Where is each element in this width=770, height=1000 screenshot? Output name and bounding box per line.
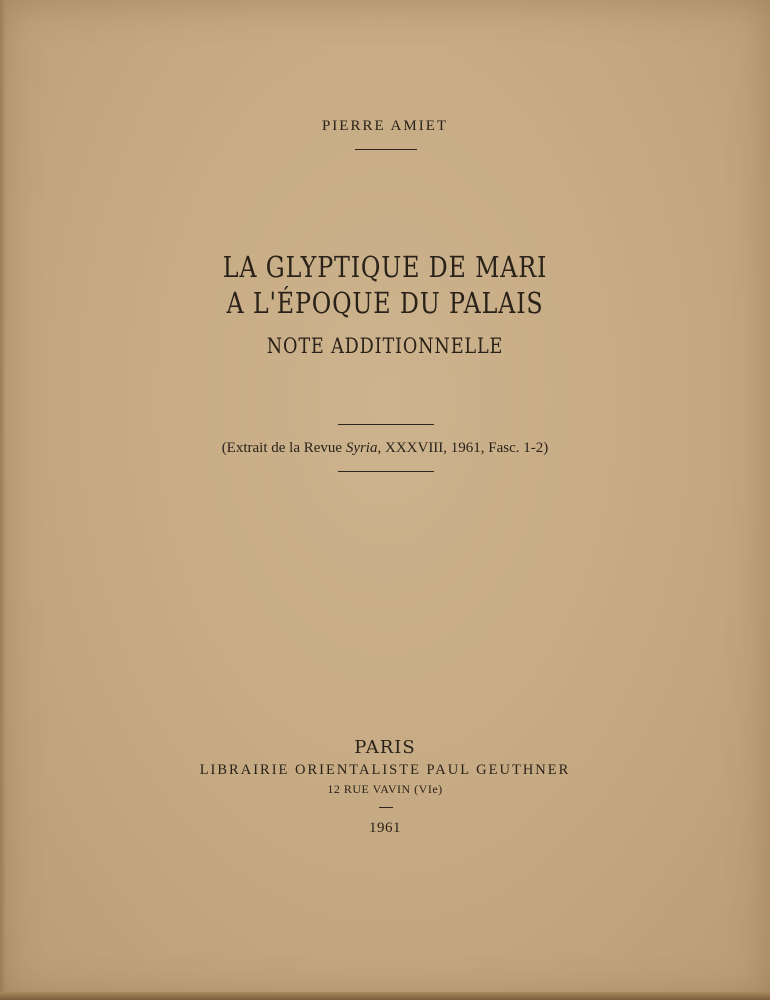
year-rule (379, 807, 393, 808)
extract-suffix: , XXXVIII, 1961, Fasc. 1-2) (377, 440, 549, 456)
publisher-city: PARIS (354, 737, 416, 758)
publisher-address: 12 RUE VAVIN (VIe) (327, 782, 443, 796)
cover-left-edge (0, 0, 6, 1000)
extract-prefix: (Extrait de la Revue (221, 440, 346, 456)
cover-bottom-edge (0, 992, 770, 1000)
title-line-2: A L'ÉPOQUE DU PALAIS (226, 286, 544, 320)
author-name: PIERRE AMIET (321, 118, 449, 134)
publisher-name: LIBRAIRIE ORIENTALISTE PAUL GEUTHNER (199, 762, 571, 778)
author-rule (355, 149, 417, 150)
subtitle: NOTE ADDITIONNELLE (266, 334, 504, 358)
journal-name: Syria (345, 440, 378, 456)
publication-year: 1961 (369, 820, 401, 836)
title-line-1: LA GLYPTIQUE DE MARI (222, 250, 548, 284)
extract-rule-top (338, 424, 434, 425)
extract-note (0, 440, 770, 457)
extract-rule-bottom (338, 471, 434, 472)
